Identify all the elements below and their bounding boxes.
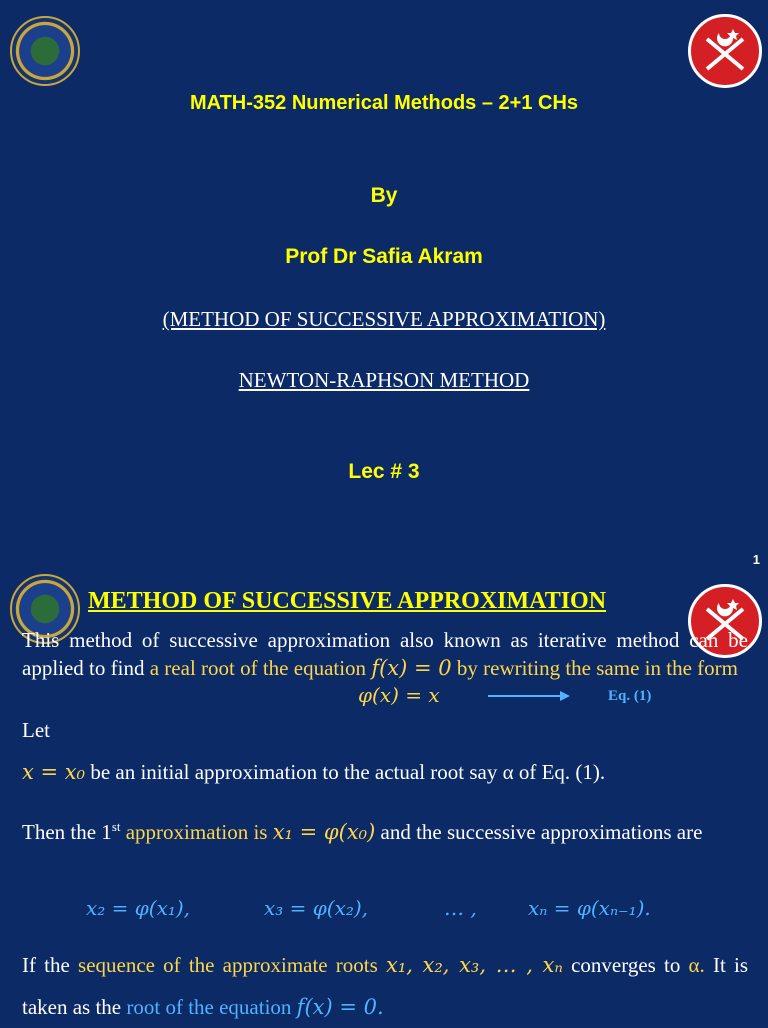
equation-xn: xₙ = φ(xₙ₋₁). [528, 896, 651, 920]
let-label: Let [22, 718, 50, 742]
converge-if: If the [22, 953, 70, 977]
sequence-label: sequence of the approximate roots [78, 953, 378, 977]
intro-by: by rewriting the same in the form [456, 656, 738, 680]
initial-equation: x = x₀ [22, 760, 86, 784]
first-approx-label: approximation is [125, 820, 268, 844]
equation-phi: φ(x) = x [358, 683, 440, 707]
paragraph-intro [22, 626, 748, 682]
alpha-symbol: α. [688, 953, 705, 977]
equation-ellipsis: … , [444, 896, 477, 920]
first-text: Then the 1 [22, 820, 112, 844]
by-label: By [370, 184, 398, 207]
equation-x2: x₂ = φ(x₁), [86, 896, 191, 920]
college-logo-icon [10, 16, 80, 86]
paragraph-first-approx [22, 806, 748, 853]
converge-text: converges to [571, 953, 681, 977]
sequence-equation: x₁, x₂, x₃, … , xₙ [386, 953, 563, 977]
intro-highlight: a real root of the equation [149, 656, 367, 680]
method-heading-1: (METHOD OF SUCCESSIVE APPROXIMATION) [162, 307, 606, 331]
page-number: 1 [752, 552, 760, 567]
first-superscript: st [111, 819, 121, 834]
taken-text: It is taken as the [22, 953, 749, 1019]
slide-title: METHOD OF SUCCESSIVE APPROXIMATION [88, 588, 607, 614]
root-label: root of the equation [126, 995, 292, 1019]
root-equation: f(x) = 0. [296, 995, 384, 1019]
equation-reference: Eq. (1) [608, 688, 652, 704]
paragraph-initial [22, 758, 748, 786]
arrow-icon [488, 689, 570, 703]
lecture-number: Lec # 3 [348, 460, 420, 483]
successive-text: and the successive approximations are [380, 820, 703, 844]
equation-x3: x₃ = φ(x₂), [264, 896, 369, 920]
army-emblem-icon [688, 14, 762, 88]
paragraph-converge [22, 944, 748, 1028]
initial-text: be an initial approximation to the actual root say α of Eq. (1). [90, 760, 606, 784]
course-title: MATH-352 Numerical Methods – 2+1 CHs [189, 92, 579, 114]
author-name: Prof Dr Safia Akram [285, 245, 483, 268]
intro-text: This method of successive approximation also known as iterative method can be applied to find [22, 628, 748, 680]
first-equation: x₁ = φ(x₀) [272, 820, 376, 844]
method-heading-2: NEWTON-RAPHSON METHOD [238, 368, 530, 392]
slide-gap [0, 512, 768, 560]
equation-f: f(x) = 0 [371, 656, 452, 680]
